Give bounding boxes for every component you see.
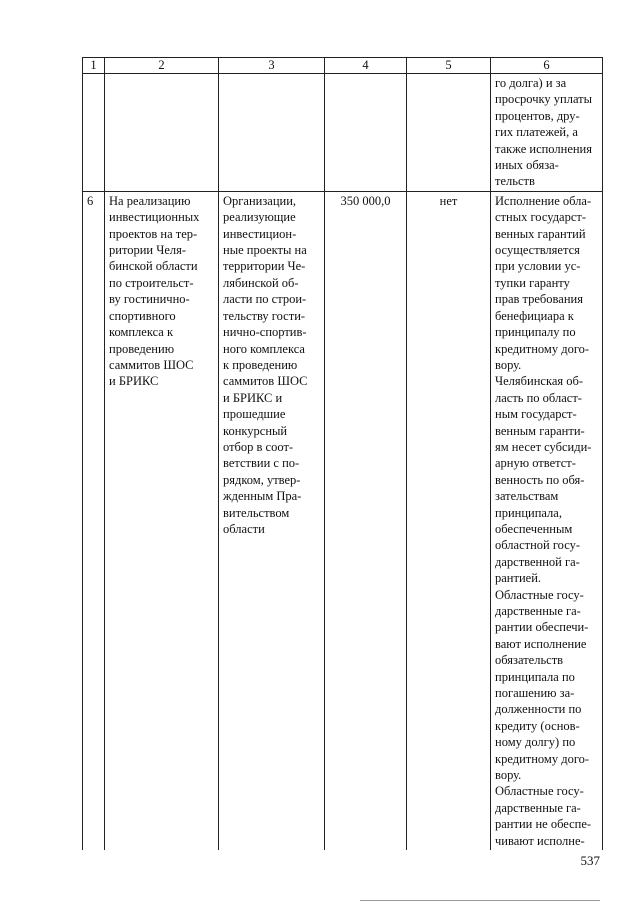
- conditions-cell: Исполнение обла- стных государст- венных гарантий осуществляется при условии ус- тупки гаранту прав требования бенефициара к принципалу по кредитному дого- вору. Челябинская об- ласть по област- ным государст- венным гаранти- ям несет субсиди- арную ответст- венность по обя- зательствам принципала, обеспеченным областной госу- дарственной га- рантией. Областные госу- дарственные га- рантии обеспечи- вают исполнение обязательств принципала по погашению за- долженности по кредиту (основ- ному долгу) по кредитному дого- вору. Областные госу- дарственные га- рантии не обеспе- чивают исполне-: [491, 191, 603, 850]
- header-col-4: 4: [325, 58, 407, 74]
- cont-cell-4: [325, 74, 407, 192]
- page-number: 537: [580, 853, 600, 868]
- header-col-1: 1: [83, 58, 105, 74]
- cont-conditions-cell: го долга) и за просрочку уплаты процентов, дру- гих платежей, а также исполнения иных обяза- тельств: [491, 74, 603, 192]
- cont-cell-3: [219, 74, 325, 192]
- regress-cell: нет: [407, 191, 491, 850]
- amount-cell: 350 000,0: [325, 191, 407, 850]
- table-row: [83, 191, 603, 850]
- cont-cell-5: [407, 74, 491, 192]
- row-number-cell: 6: [83, 191, 105, 850]
- purpose-cell: На реализацию инвестиционных проектов на тер- ритории Челя- бинской области по строительст- ву гостинично- спортивного комплекса к проведению саммитов ШОС и БРИКС: [105, 191, 219, 850]
- cont-cell-1: [83, 74, 105, 192]
- guarantee-table: [82, 57, 603, 850]
- header-col-3: 3: [219, 58, 325, 74]
- continuation-row: [83, 74, 603, 192]
- bottom-rule: [360, 900, 600, 901]
- header-row: [83, 58, 603, 74]
- header-col-5: 5: [407, 58, 491, 74]
- cont-cell-2: [105, 74, 219, 192]
- header-col-2: 2: [105, 58, 219, 74]
- header-col-6: 6: [491, 58, 603, 74]
- principals-cell: Организации, реализующие инвестицион- ные проекты на территории Че- лябинской об- ласти по строи- тельству гости- нично-спортив- ного комплекса к проведению саммитов ШОС и БРИКС и прошедшие конкурсный отбор в соот- ветствии с по- рядком, утвер- жденным Пра- вительством области: [219, 191, 325, 850]
